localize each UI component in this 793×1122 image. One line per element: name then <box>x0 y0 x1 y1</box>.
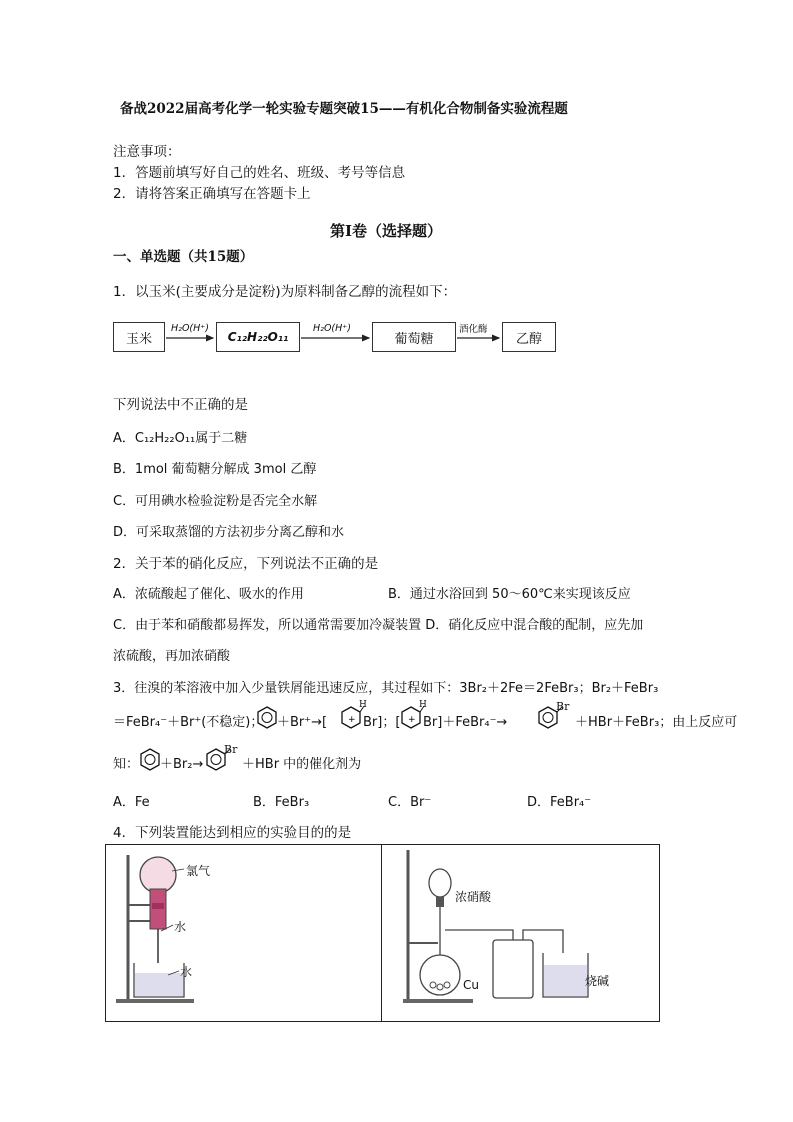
q3-line3-a: 知： <box>113 757 140 772</box>
q2-option-a: A．浓硫酸起了催化、吸水的作用 <box>113 587 304 602</box>
svg-text:+: + <box>348 715 356 725</box>
flow-box-disaccharide: C₁₂H₂₂O₁₁ <box>216 322 300 352</box>
q2-option-c-d: C．由于苯和硝酸都易挥发，所以通常需要加冷凝装置 D．硝化反应中混合酸的配制，应先加 <box>113 618 644 633</box>
q1-option-b: B．1mol 葡萄糖分解成 3mol 乙醇 <box>113 462 317 477</box>
label-chlorine: 氯气 <box>186 864 211 878</box>
q2-option-d-cont: 浓硫酸，再加浓硝酸 <box>113 649 231 664</box>
q3-line2-a: ＝FeBr₄⁻＋Br⁺(不稳定)； <box>113 715 264 730</box>
q3-option-a: A．Fe <box>113 795 150 810</box>
q3-br-label: Br <box>556 700 570 713</box>
flow-arrow-label-1: H₂O(H⁺) <box>171 323 209 334</box>
flow-arrow-label-3: 酒化酶 <box>459 324 488 335</box>
q3-h-label-2: H <box>419 700 427 710</box>
q3-br-label-2: Br <box>224 743 238 756</box>
subsection-heading: 一、单选题（共15题） <box>113 249 254 265</box>
q1-stem: 1．以玉米(主要成分是淀粉)为原料制备乙醇的流程如下： <box>113 284 457 300</box>
q3-line2-d: Br]＋FeBr₄⁻→ <box>423 715 508 730</box>
q1-option-c: C．可用碘水检验淀粉是否完全水解 <box>113 494 318 509</box>
right-apparatus-drawing <box>383 845 657 1020</box>
label-water-2: 水 <box>180 965 193 979</box>
q3-h-label: H <box>359 700 367 710</box>
flow-box-ethanol: 乙醇 <box>502 322 556 352</box>
flow-box-corn: 玉米 <box>113 322 165 352</box>
svg-text:+: + <box>408 715 416 725</box>
q3-option-b: B．FeBr₃ <box>253 795 310 810</box>
q4-figure-divider <box>381 844 382 1022</box>
q3-option-c: C．Br⁻ <box>388 795 432 810</box>
label-copper: Cu <box>463 978 479 992</box>
flow-box-glucose: 葡萄糖 <box>372 322 456 352</box>
left-apparatus-drawing <box>106 845 381 1020</box>
q1-option-d: D．可采取蒸馏的方法初步分离乙醇和水 <box>113 525 345 540</box>
label-water-1: 水 <box>174 920 187 934</box>
document-title: 备战2022届高考化学一轮实验专题突破15——有机化合物制备实验流程题 <box>120 101 568 117</box>
flow-arrow-label-2: H₂O(H⁺) <box>313 323 351 334</box>
q3-line2-e: ＋HBr＋FeBr₃；由上反应可 <box>575 715 738 730</box>
q4-stem: 4．下列装置能达到相应的实验目的的是 <box>113 825 352 841</box>
section-heading: 第I卷（选择题） <box>330 222 443 240</box>
q3-line3-b: ＋Br₂→ <box>160 757 204 772</box>
q1-option-a: A．C₁₂H₂₂O₁₁属于二糖 <box>113 431 248 446</box>
q3-line1: 3．往溴的苯溶液中加入少量铁屑能迅速反应，其过程如下：3Br₂＋2Fe＝2FeBr₃；Br₂＋FeBr₃ <box>113 681 659 696</box>
notice-item-1: 1．答题前填写好自己的姓名、班级、考号等信息 <box>113 165 406 181</box>
q3-line2-b: ＋Br⁺→[ <box>277 715 328 730</box>
q2-option-b: B．通过水浴回到 50～60℃来实现该反应 <box>388 587 631 602</box>
q3-line2-c: Br]；[ <box>363 715 401 730</box>
q3-option-d: D．FeBr₄⁻ <box>527 795 592 810</box>
label-caustic-soda: 烧碱 <box>585 974 610 988</box>
q3-line3-c: ＋HBr 中的催化剂为 <box>242 757 362 772</box>
notice-heading: 注意事项： <box>113 144 181 160</box>
label-conc-nitric-acid: 浓硝酸 <box>455 890 492 904</box>
flow-arrows <box>0 0 793 400</box>
q1-prompt: 下列说法中不正确的是 <box>113 397 248 413</box>
q2-stem: 2．关于苯的硝化反应，下列说法不正确的是 <box>113 556 379 572</box>
notice-item-2: 2．请将答案正确填写在答题卡上 <box>113 186 311 202</box>
